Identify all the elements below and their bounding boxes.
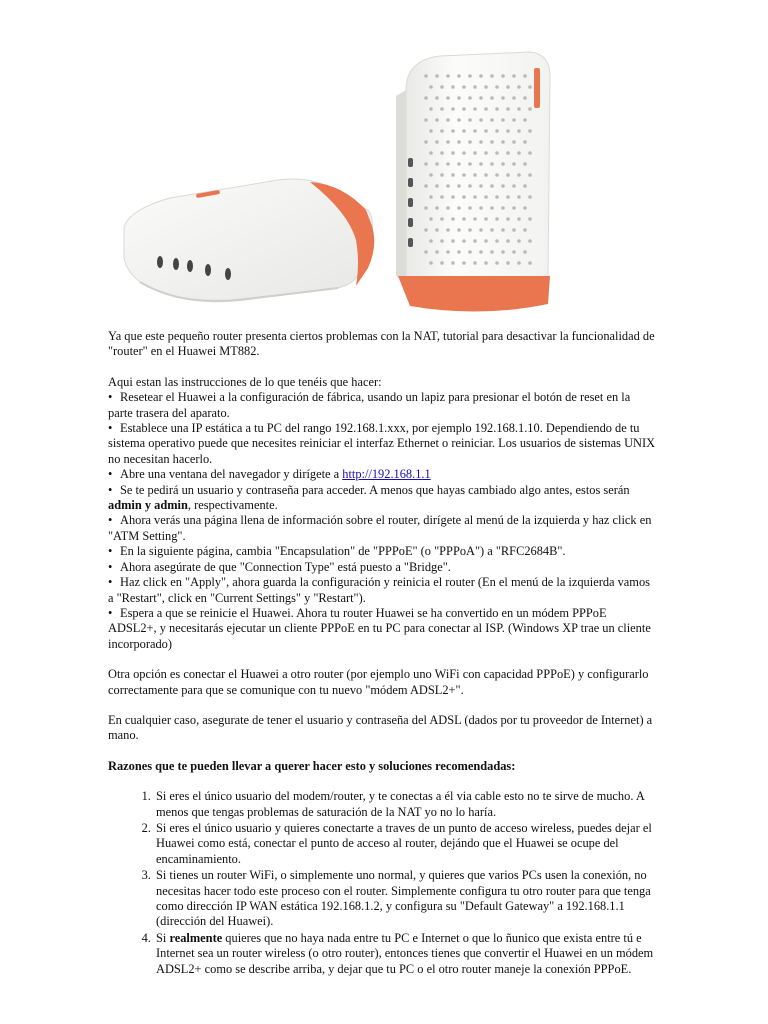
list-item: • Haz click en "Apply", ahora guarda la configuración y reinicia el router (En el menú de la izquierda vamos a "Restart", click en "Current Settings" y "Restart"). xyxy=(108,575,650,605)
list-item: • Establece una IP estática a tu PC del rango 192.168.1.xxx, por ejemplo 192.168.1.10. Dependiendo de tu sistema operativo puede que necesites reiniciar el interfaz Ethernet o reiniciar. Los usuarios de sistemas UNIX no necesitan hacerlo. xyxy=(108,421,656,466)
list-item: • Abre una ventana del navegador y dirígete a http://192.168.1.1 xyxy=(108,467,431,482)
bullet-icon: • xyxy=(108,513,113,528)
username-value: admin xyxy=(108,498,142,513)
emphasis-text: realmente xyxy=(169,930,223,945)
bullet-icon: • xyxy=(108,467,113,482)
bullet-icon: • xyxy=(108,559,113,574)
list-item: 4. Si realmente quieres que no haya nada entre tu PC e Internet o que lo ñunico que exista entre tú e Internet sea un router wireless (o otro router), entonces tienes que convertir el Huawei en un módem ADSL2+ como se describe arriba, y dejar que tu PC o el otro router maneje la conexión PPPoE. xyxy=(154,931,656,977)
intro-paragraph: Ya que este pequeño router presenta ciertos problemas con la NAT, tutorial para desactivar la funcionalidad de "router" en el Huawei MT882. xyxy=(108,329,655,359)
router-photo xyxy=(110,50,560,320)
list-item: • Ahora verás una página llena de información sobre el router, dirígete al menú de la izquierda y haz click en "ATM Setting". xyxy=(108,513,652,543)
section-heading: Razones que te pueden llevar a querer hacer esto y soluciones recomendadas: xyxy=(108,758,516,773)
list-item: • Resetear el Huawei a la configuración de fábrica, usando un lapiz para presionar el botón de reset en la parte trasera del aparato. xyxy=(108,390,631,420)
bullet-icon: • xyxy=(108,482,113,497)
flat-router-image xyxy=(124,179,374,301)
router-url-link[interactable]: http://192.168.1.1 xyxy=(342,467,431,482)
list-item: • Espera a que se reinicie el Huawei. Ahora tu router Huawei se ha convertido en un módem PPPoE ADSL2+, y necesitarás ejecutar un cliente PPPoE en tu PC para conectar al ISP. (Windows XP trae un cliente incorporado) xyxy=(108,605,651,651)
alternative-paragraph: Otra opción es conectar el Huawei a otro router (por ejemplo uno WiFi con capacidad PPPoE) y configurarlo correctamente para que se comunique con tu nuevo "módem ADSL2+". xyxy=(108,667,649,697)
bullet-icon: • xyxy=(108,575,113,590)
list-item: • Se te pedirá un usuario y contraseña para acceder. A menos que hayas cambiado algo antes, estos serán admin y admin, respectivamente. xyxy=(108,482,630,513)
list-item: 2. Si eres el único usuario y quieres conectarte a traves de un punto de acceso wireless, puedes dejar el Huawei como está, conectar el punto de acceso al router, dejándo que el Huawei se ocupe del encaminamiento. xyxy=(154,821,656,867)
tower-router-image xyxy=(396,52,550,312)
reasons-list xyxy=(108,789,656,977)
credentials-paragraph: En cualquier caso, asegurate de tener el usuario y contraseña del ADSL (dados por tu proveedor de Internet) a mano. xyxy=(108,712,653,743)
list-item: 3. Si tienes un router WiFi, o simplemente uno normal, y quieres que varios PCs usen la conexión, no necesitas hacer todo este proceso con el router. Simplemente configura tu otro router para que tenga como dirección IP WAN estática 192.168.1.2, y configura su "Default Gateway" a 192.168.1.1 (dirección del Huawei). xyxy=(154,868,656,930)
bullet-icon: • xyxy=(108,421,113,436)
steps-list xyxy=(108,390,656,652)
password-value: admin xyxy=(154,498,188,513)
list-item: 1. Si eres el único usuario del modem/router, y te conectas a él via cable esto no te sirve de mucho. A menos que tengas problemas de saturación de la NAT yo no lo haría. xyxy=(154,789,656,820)
instructions-intro: Aqui estan las instrucciones de lo que tenéis que hacer: xyxy=(108,374,382,389)
bullet-icon: • xyxy=(108,605,113,620)
bullet-icon: • xyxy=(108,390,113,405)
list-item: • Ahora asegúrate de que "Connection Type" está puesto a "Bridge". xyxy=(108,559,451,574)
article-body xyxy=(108,329,656,978)
bullet-icon: • xyxy=(108,544,113,559)
list-item: • En la siguiente página, cambia "Encapsulation" de "PPPoE" (o "PPPoA") a "RFC2684B". xyxy=(108,544,566,559)
